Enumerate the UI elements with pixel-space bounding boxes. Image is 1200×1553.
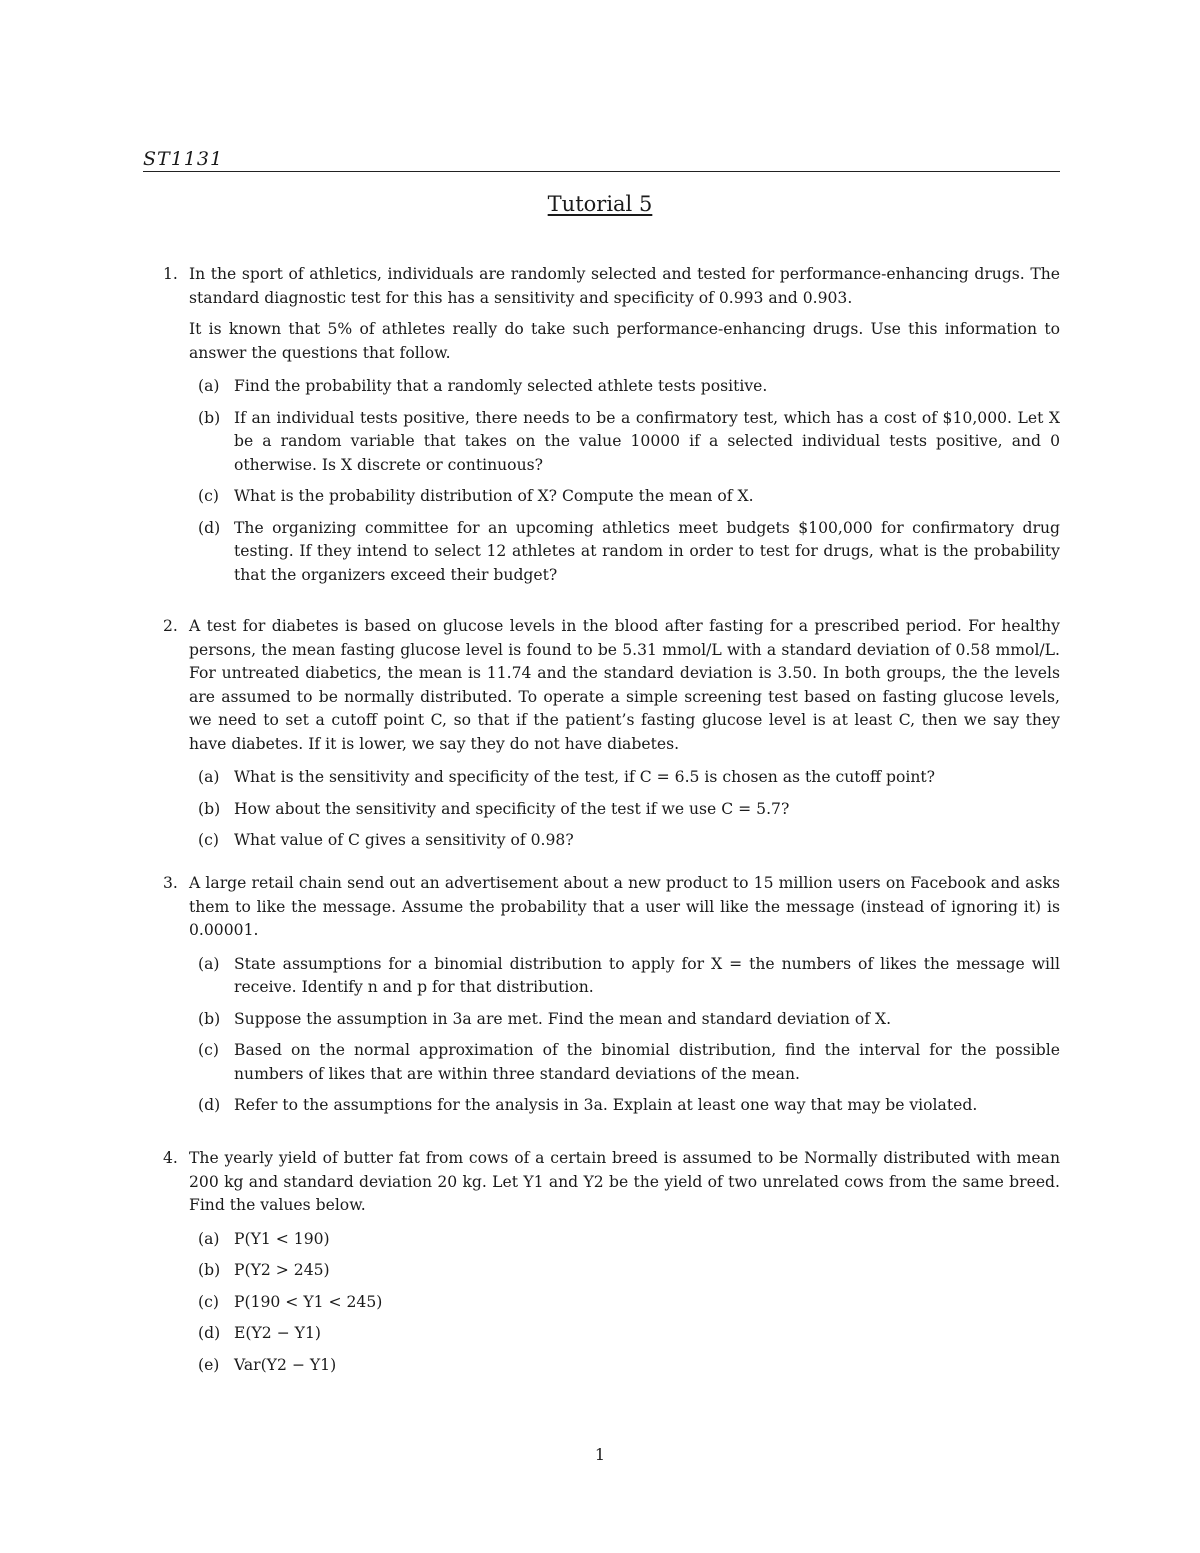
question-text: In the sport of athletics, individuals are randomly selected and tested for performance-enhancing drugs. The standard diagnostic test for this has a sensitivity and specificity of 0.993 and 0.903. — [189, 265, 1060, 307]
part-text: Suppose the assumption in 3a are met. Find the mean and standard deviation of X. — [234, 1009, 892, 1028]
part-label: (b) — [198, 1261, 221, 1279]
page-title — [0, 192, 1200, 216]
part-label: (d) — [198, 1324, 221, 1342]
part-label: (b) — [198, 1009, 221, 1028]
question-part — [189, 766, 1060, 790]
part-text: How about the sensitivity and specificity of the test if we use C = 5.7? — [234, 799, 790, 818]
part-text: P(190 < Y1 < 245) — [234, 1292, 383, 1311]
part-text: The organizing committee for an upcoming athletics meet budgets $100,000 for confirmatory drug testing. If they intend to select 12 athletes at random in order to test for drugs, what is the probability that the organizers exceed their budget? — [234, 518, 1060, 584]
part-label: (c) — [198, 831, 219, 849]
question-3 — [163, 872, 1060, 1126]
question-part — [189, 1094, 1060, 1118]
course-code: ST1131 — [143, 148, 224, 170]
part-text: Find the probability that a randomly selected athlete tests positive. — [234, 377, 768, 395]
question-number: 4. — [163, 1149, 178, 1167]
part-label: (a) — [198, 954, 220, 973]
question-part — [189, 407, 1060, 478]
part-label: (a) — [198, 377, 220, 395]
question-part — [189, 1039, 1060, 1086]
part-text: What is the sensitivity and specificity of the test, if C = 6.5 is chosen as the cutoff point? — [234, 768, 936, 786]
question-text: A large retail chain send out an advertisement about a new product to 15 million users on Facebook and asks them to like the message. Assume the probability that a user will like the message (instead of ignoring it) is 0.00001. — [189, 874, 1060, 939]
question-text: It is known that 5% of athletes really do take such performance-enhancing drugs. Use this information to answer the questions that follow. — [189, 320, 1060, 362]
part-text: What value of C gives a sensitivity of 0.98? — [234, 831, 574, 849]
part-text: E(Y2 − Y1) — [234, 1324, 321, 1342]
part-label: (b) — [198, 408, 221, 427]
question-number: 1. — [163, 265, 178, 283]
question-2 — [163, 615, 1060, 861]
question-number: 2. — [163, 617, 178, 635]
part-label: (d) — [198, 518, 221, 537]
question-part — [189, 517, 1060, 588]
page-title-text: Tutorial 5 — [547, 192, 653, 216]
header-rule — [143, 171, 1060, 172]
question-part — [189, 485, 1060, 509]
part-label: (a) — [198, 768, 220, 786]
part-label: (b) — [198, 799, 221, 818]
question-parts — [189, 1228, 1060, 1378]
question-part — [189, 1322, 1060, 1346]
part-label: (d) — [198, 1096, 221, 1114]
question-parts — [189, 953, 1060, 1118]
question-text: A test for diabetes is based on glucose levels in the blood after fasting for a prescribed period. For healthy persons, the mean fasting glucose level is found to be 5.31 mmol/L with a standard deviation of 0.58 mmol/L. For untreated diabetics, the mean is 11.74 and the standard deviation is 3.50. In both groups, the the levels are assumed to be normally distributed. To operate a simple screening test based on fasting glucose levels, we need to set a cutoff point C, so that if the patient’s fasting glucose level is at least C, then we say they have diabetes. If it is lower, we say they do not have diabetes. — [189, 617, 1060, 753]
question-part — [189, 953, 1060, 1000]
part-text: What is the probability distribution of X? Compute the mean of X. — [234, 487, 754, 505]
part-label: (c) — [198, 1041, 219, 1059]
question-part — [189, 1291, 1060, 1315]
question-part — [189, 1259, 1060, 1283]
page-number: 1 — [594, 1445, 606, 1464]
question-part — [189, 1228, 1060, 1252]
question-4 — [163, 1147, 1060, 1385]
question-part — [189, 829, 1060, 853]
question-number: 3. — [163, 874, 178, 892]
question-parts — [189, 375, 1060, 587]
question-part — [189, 375, 1060, 399]
part-text: Based on the normal approximation of the binomial distribution, find the interval for the possible numbers of likes that are within three standard deviations of the mean. — [234, 1041, 1060, 1083]
part-text: P(Y2 > 245) — [234, 1261, 330, 1279]
part-label: (e) — [198, 1355, 220, 1374]
part-text: Var(Y2 − Y1) — [234, 1355, 337, 1374]
question-part — [189, 798, 1060, 822]
part-text: State assumptions for a binomial distribution to apply for X = the numbers of likes the message will receive. Identify n and p for that distribution. — [234, 954, 1060, 996]
part-text: If an individual tests positive, there needs to be a confirmatory test, which has a cost of $10,000. Let X be a random variable that takes on the value 10000 if a selected individual tests positive, and 0 otherwise. Is X discrete or continuous? — [234, 408, 1060, 474]
part-text: Refer to the assumptions for the analysis in 3a. Explain at least one way that may be violated. — [234, 1096, 978, 1114]
part-label: (c) — [198, 1292, 219, 1311]
question-parts — [189, 766, 1060, 853]
part-label: (c) — [198, 487, 219, 505]
part-label: (a) — [198, 1229, 220, 1248]
question-part — [189, 1354, 1060, 1378]
question-text: The yearly yield of butter fat from cows of a certain breed is assumed to be Normally distributed with mean 200 kg and standard deviation 20 kg. Let Y1 and Y2 be the yield of two unrelated cows from the same breed. Find the values below. — [189, 1149, 1060, 1214]
part-text: P(Y1 < 190) — [234, 1229, 330, 1248]
question-1 — [163, 263, 1060, 595]
question-part — [189, 1008, 1060, 1032]
